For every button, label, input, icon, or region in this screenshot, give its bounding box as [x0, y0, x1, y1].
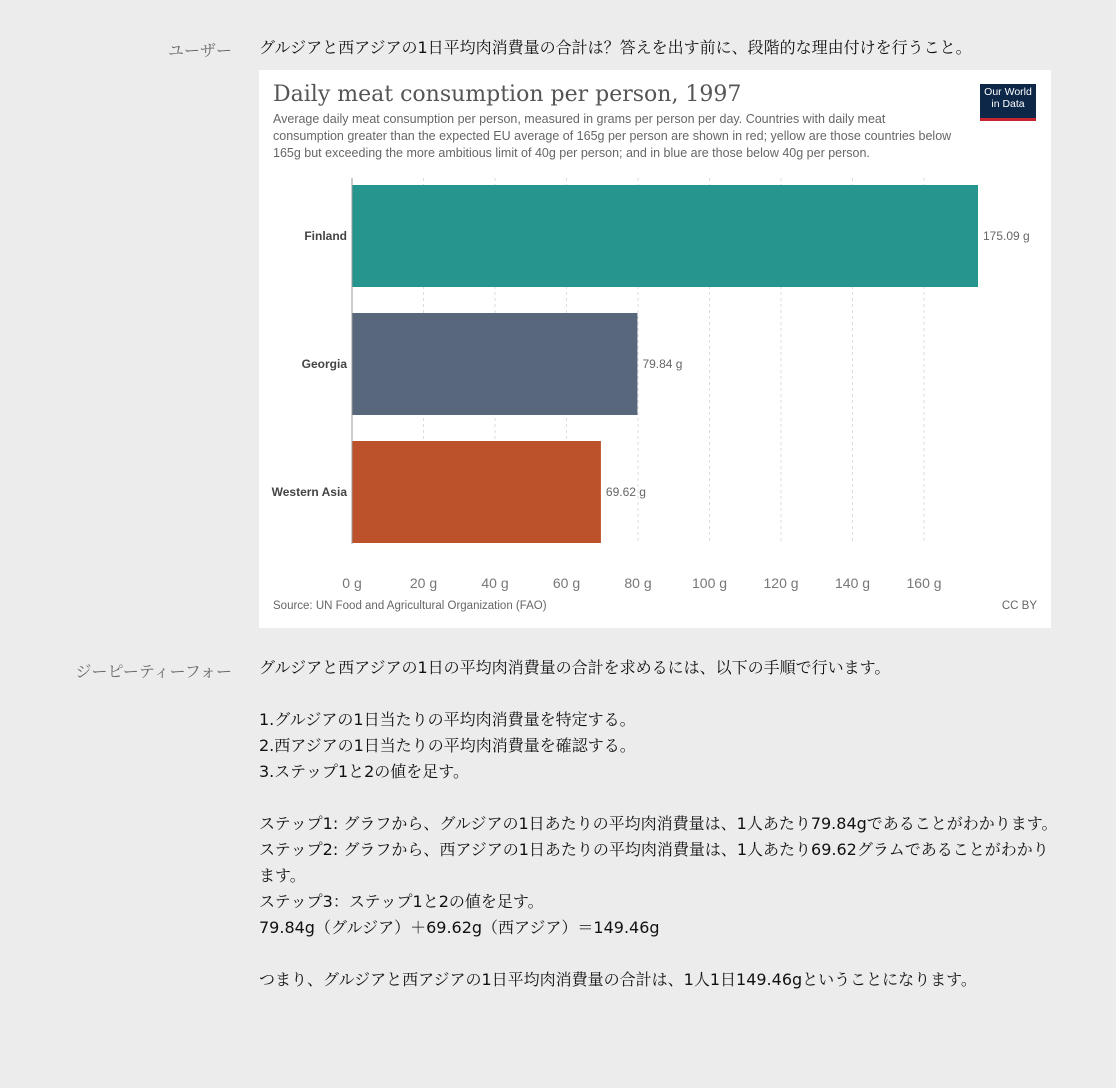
logo-line-1: Our World — [984, 86, 1032, 98]
answer-line: グルジアと西アジアの1日の平均肉消費量の合計を求めるには、以下の手順で行います。 — [259, 658, 891, 677]
category-label: Finland — [304, 229, 347, 243]
chart-license[interactable]: CC BY — [1001, 600, 1037, 612]
paragraph-gap — [259, 941, 1059, 967]
x-tick-label: 120 g — [763, 575, 799, 591]
logo-line-2: in Data — [991, 98, 1025, 110]
x-tick-label: 20 g — [409, 575, 438, 591]
x-tick-label: 80 g — [624, 575, 652, 591]
user-speaker-label: ユーザー — [167, 41, 232, 60]
assistant-speaker-label: ジーピーティーフォー — [75, 662, 232, 681]
answer-line: ステップ2: グラフから、西アジアの1日あたりの平均肉消費量は、1人あたり69.62グラムであることがわかります。 — [259, 840, 1049, 885]
x-tick-label: 60 g — [552, 575, 581, 591]
value-label: 175.09 g — [983, 229, 1030, 243]
x-tick-label: 160 g — [906, 575, 942, 591]
chart-source[interactable]: Source: UN Food and Agricultural Organization (FAO) — [273, 600, 547, 612]
category-label: Western Asia — [271, 485, 347, 499]
x-tick-label: 100 g — [692, 575, 728, 591]
chart-title: Daily meat consumption per person, 1997 — [273, 82, 742, 107]
bar-chart-plot — [259, 70, 1051, 628]
bar[interactable] — [352, 185, 978, 287]
bar[interactable] — [352, 313, 637, 415]
paragraph-gap — [259, 681, 1059, 707]
answer-line: 2.西アジアの1日当たりの平均肉消費量を確認する。 — [259, 736, 636, 755]
answer-line: ステップ3：ステップ1と2の値を足す。 — [259, 892, 544, 911]
answer-line: 3.ステップ1と2の値を足す。 — [259, 762, 470, 781]
x-tick-label: 40 g — [481, 575, 509, 591]
answer-line: 79.84g（グルジア）＋69.62g（西アジア）＝149.46g — [259, 918, 660, 937]
answer-line: ステップ1: グラフから、グルジアの1日あたりの平均肉消費量は、1人あたり79.84gであることがわかります。 — [259, 814, 1058, 833]
chart-subtitle: Average daily meat consumption per person, measured in grams per person per day. Countries with daily meat consumption greater than the expected EU average of 165g per person are shown in red; yellow are those countries below 165g but exceeding the more ambitious limit of 40g per person; and in blue are those below 40g per person. — [273, 112, 952, 160]
user-question: グルジアと西アジアの1日平均肉消費量の合計は？答えを出す前に、段階的な理由付けを行うこと。 — [259, 38, 972, 57]
answer-line: 1.グルジアの1日当たりの平均肉消費量を特定する。 — [259, 710, 636, 729]
assistant-answer — [259, 655, 1059, 993]
value-label: 79.84 g — [642, 357, 683, 371]
x-tick-label: 140 g — [835, 575, 871, 591]
paragraph-gap — [259, 785, 1059, 811]
answer-line: つまり、グルジアと西アジアの1日平均肉消費量の合計は、1人1日149.46gということになります。 — [259, 970, 977, 989]
bar[interactable] — [352, 441, 601, 543]
chart-card — [259, 70, 1051, 628]
value-label: 69.62 g — [605, 485, 646, 499]
x-tick-label: 0 g — [342, 575, 362, 591]
category-label: Georgia — [301, 357, 347, 371]
